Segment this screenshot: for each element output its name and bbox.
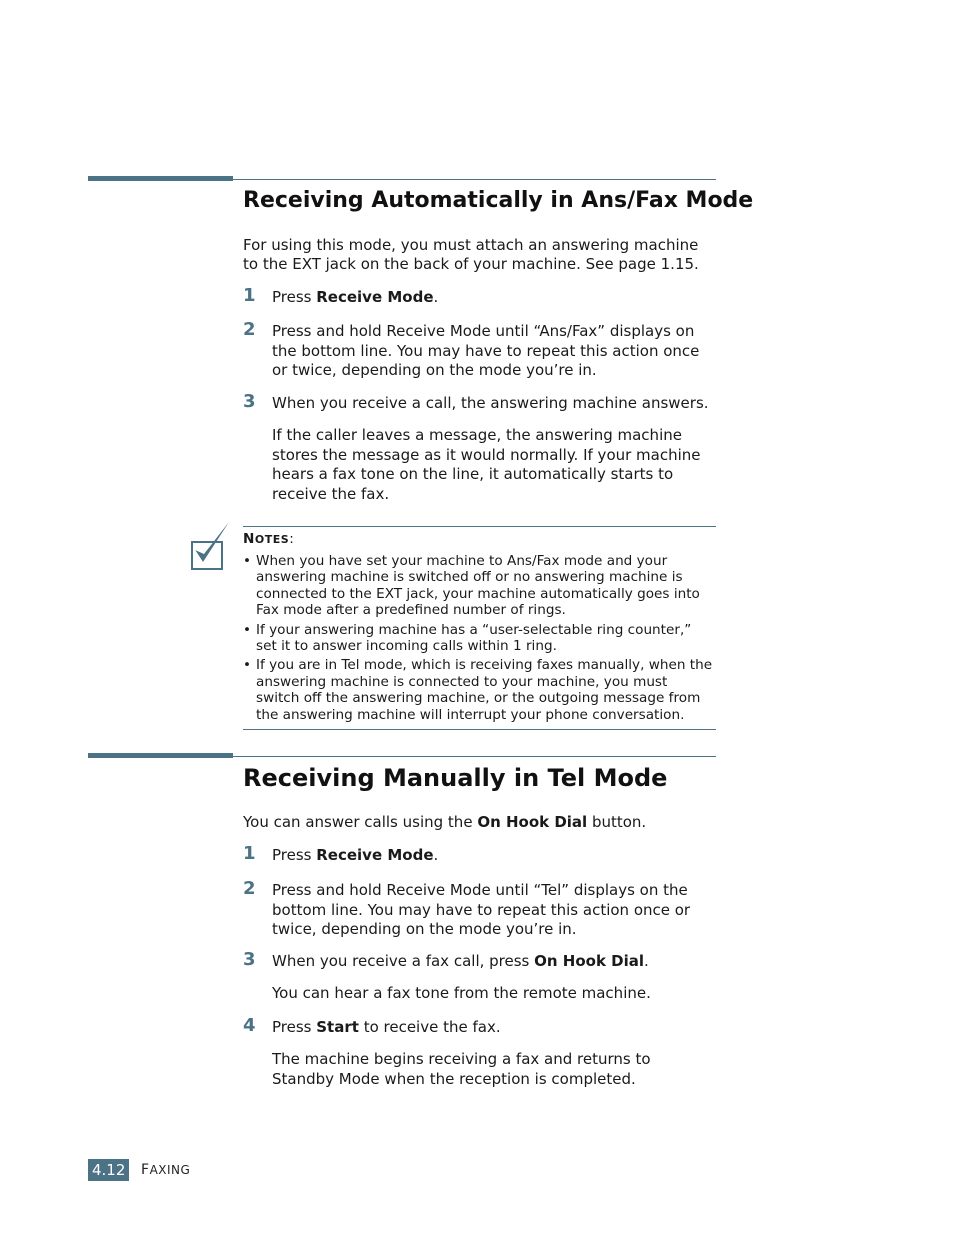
- button-ref: On Hook Dial: [534, 952, 645, 970]
- button-ref: Start: [316, 1018, 359, 1036]
- section-title: Receiving Automatically in Ans/Fax Mode: [243, 188, 754, 213]
- step-text: [272, 952, 717, 972]
- step-number: 2: [243, 319, 256, 340]
- section-title: Receiving Manually in Tel Mode: [243, 764, 668, 792]
- section-rule: [233, 756, 716, 757]
- intro-pre: You can answer calls using the: [243, 813, 478, 831]
- step-text: [272, 1018, 717, 1038]
- chapter-label-first: F: [141, 1162, 150, 1178]
- button-ref: Receive Mode: [316, 846, 434, 864]
- section-rule: [233, 179, 716, 180]
- section-bar-thick: [88, 176, 233, 181]
- page-number: 4.12: [88, 1159, 129, 1181]
- step-number: 1: [243, 285, 256, 306]
- note-text: If your answering machine has a “user-selectable ring counter,” set it to answer incoming calls within 1 ring.: [256, 621, 692, 655]
- step-text: [272, 288, 717, 308]
- step-number: 1: [243, 843, 256, 864]
- bullet: •: [243, 657, 252, 674]
- step-detail: The machine begins receiving a fax and returns to Standby Mode when the reception is completed.: [272, 1050, 651, 1088]
- note-item: [243, 622, 715, 655]
- note-item: [243, 553, 715, 619]
- step-text: When you receive a call, the answering machine answers.: [272, 394, 709, 412]
- notes-title-rest: OTES: [254, 533, 290, 546]
- checkmark-note-icon: [189, 520, 233, 572]
- step-text-pre: When you receive a fax call, press: [272, 952, 535, 970]
- step-text-post: .: [433, 846, 439, 864]
- step-text-pre: Press: [272, 288, 317, 306]
- button-ref: Receive Mode: [316, 288, 434, 306]
- step-detail: You can hear a fax tone from the remote machine.: [272, 984, 651, 1002]
- intro-text: [243, 813, 718, 832]
- section-bar-thick: [88, 753, 233, 758]
- step-text-post: .: [433, 288, 439, 306]
- notes-bottom-rule: [243, 729, 716, 730]
- notes-title: [243, 531, 294, 547]
- step-number: 2: [243, 878, 256, 899]
- step-number: 3: [243, 391, 256, 412]
- intro-post: button.: [587, 813, 647, 831]
- notes-title-colon: :: [289, 531, 295, 547]
- step-text-pre: Press: [272, 846, 317, 864]
- step-detail: If the caller leaves a message, the answering machine stores the message as it would normally. If your machine hears a fax tone on the line, it automatically starts to receive the fax.: [272, 426, 701, 503]
- step-text: [272, 846, 717, 866]
- chapter-label: [141, 1162, 190, 1178]
- notes-title-first: N: [243, 531, 255, 547]
- notes-top-rule: [243, 526, 716, 527]
- intro-text: For using this mode, you must attach an answering machine to the EXT jack on the back of your machine. See page 1.15.: [243, 236, 699, 273]
- chapter-label-rest: AXING: [149, 1163, 191, 1177]
- bullet: •: [243, 621, 252, 638]
- step-text: Press and hold Receive Mode until “Ans/Fax” displays on the bottom line. You may have to repeat this action once or twice, depending on the mode you’re in.: [272, 322, 700, 379]
- note-text: When you have set your machine to Ans/Fax mode and your answering machine is switched off or no answering machine is connected to the EXT jack, your machine automatically goes into Fax mode after a predefined number of rings.: [256, 553, 700, 619]
- step-number: 3: [243, 949, 256, 970]
- step-text-post: to receive the fax.: [358, 1018, 501, 1036]
- step-text-post: .: [644, 952, 649, 970]
- bullet: •: [243, 553, 252, 569]
- note-item: [243, 657, 715, 723]
- note-text: If you are in Tel mode, which is receiving faxes manually, when the answering machine is connected to your machine, you must switch off the answering machine, or the outgoing message from the answering machine will interrupt your phone conversation.: [256, 657, 713, 723]
- step-text: Press and hold Receive Mode until “Tel” displays on the bottom line. You may have to repeat this action once or twice, depending on the mode you’re in.: [272, 881, 691, 938]
- notes-list: [243, 553, 715, 726]
- button-ref: On Hook Dial: [477, 813, 588, 831]
- step-text-pre: Press: [272, 1018, 317, 1036]
- step-number: 4: [243, 1015, 256, 1036]
